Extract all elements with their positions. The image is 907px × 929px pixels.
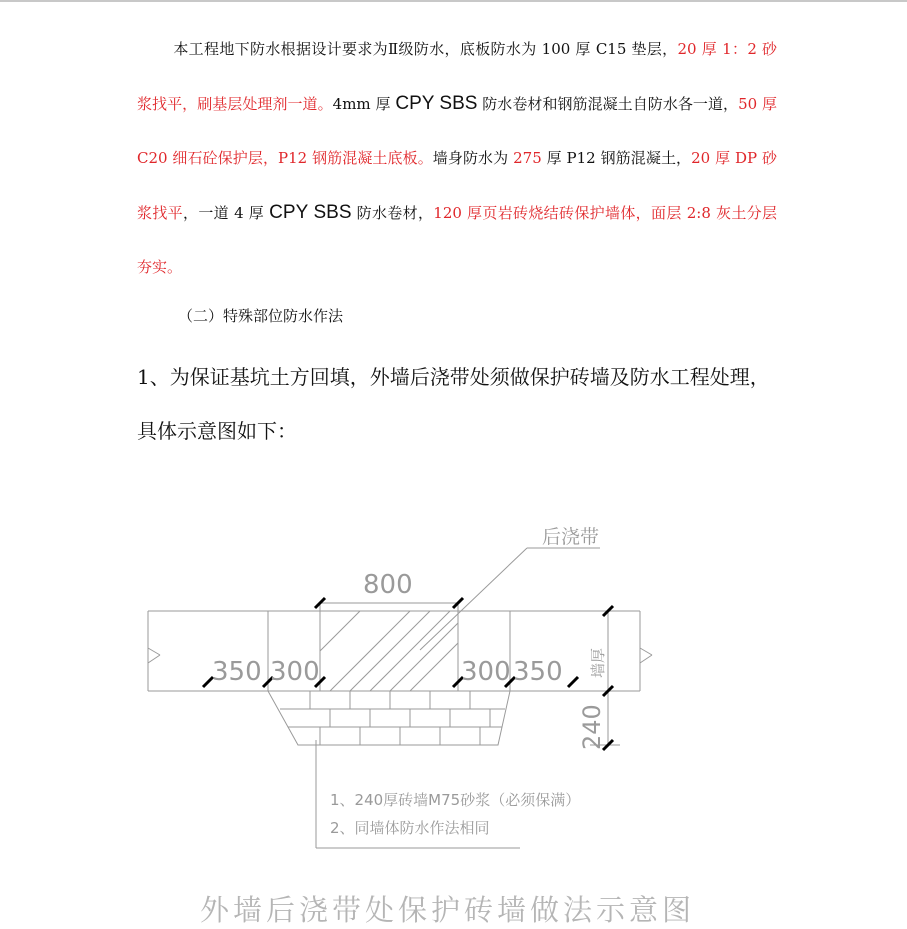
para-segment: 4mm 厚 bbox=[332, 94, 396, 113]
break-mark-right bbox=[640, 648, 652, 655]
para-segment: 本工程地下防水根据设计要求为Ⅱ级防水，底板防水为 100 厚 C15 垫层， bbox=[173, 40, 678, 58]
para-red-segment: 275 bbox=[513, 149, 542, 167]
para-segment: ，一道 4 厚 bbox=[183, 203, 270, 222]
label-wall-thickness: 墙厚 bbox=[589, 647, 607, 678]
para-red-segment: 20 厚 DP 砂浆找平 bbox=[137, 149, 777, 222]
label-leader-line bbox=[420, 548, 527, 650]
dim-800-text: 800 bbox=[363, 570, 413, 600]
dim-300-left: 300 bbox=[270, 657, 320, 687]
brick-wall-outline bbox=[268, 691, 510, 745]
hatch-line bbox=[320, 611, 360, 651]
para-red-segment: 20 厚 1：2 砂浆找平，刷基层处理剂一道。 bbox=[137, 40, 778, 113]
hatch-line bbox=[370, 611, 450, 691]
hatch-line bbox=[390, 623, 458, 691]
label-pour-strip: 后浇带 bbox=[542, 526, 600, 548]
dim-300-right: 300 bbox=[461, 657, 511, 687]
dim-240-text: 240 bbox=[578, 704, 606, 750]
para-segment: 防水卷材， bbox=[351, 203, 434, 222]
dim-350-left: 350 bbox=[212, 657, 262, 687]
drawing-note-1: 1、240厚砖墙M75砂浆（必须保满） bbox=[330, 791, 581, 809]
dim-tick bbox=[568, 677, 578, 687]
drawing-note-2: 2、同墙体防水作法相同 bbox=[330, 819, 490, 837]
para-big-segment: CPY SBS bbox=[269, 201, 352, 223]
para-big-segment: CPY SBS bbox=[395, 92, 478, 114]
hatch-line bbox=[330, 611, 410, 691]
para-red-segment: 50 厚 C20 细石砼保护层，P12 钢筋混凝土底板。 bbox=[137, 94, 777, 167]
item-1-text: 1、为保证基坑土方回填，外墙后浇带处须做保护砖墙及防水工程处理，具体示意图如下： bbox=[137, 365, 770, 443]
figure-caption: 外墙后浇带处保护砖墙做法示意图 bbox=[200, 893, 696, 927]
subheading: （二）特殊部位防水作法 bbox=[178, 307, 344, 325]
hatch-line bbox=[410, 643, 458, 691]
break-mark-left bbox=[148, 648, 160, 655]
hatch-line bbox=[350, 611, 430, 691]
break-mark-left bbox=[148, 655, 160, 663]
para-red-segment: 120 厚页岩砖烧结砖保护墙体，面层 2:8 灰土分层夯实。 bbox=[137, 203, 777, 276]
break-mark-right bbox=[640, 655, 652, 663]
para-segment: 防水卷材和钢筋混凝土自防水各一道， bbox=[477, 94, 739, 113]
para-segment: 墙身防水为 bbox=[432, 149, 514, 167]
dim-350-right: 350 bbox=[513, 657, 563, 687]
para-segment: 厚 P12 钢筋混凝土， bbox=[541, 149, 692, 167]
